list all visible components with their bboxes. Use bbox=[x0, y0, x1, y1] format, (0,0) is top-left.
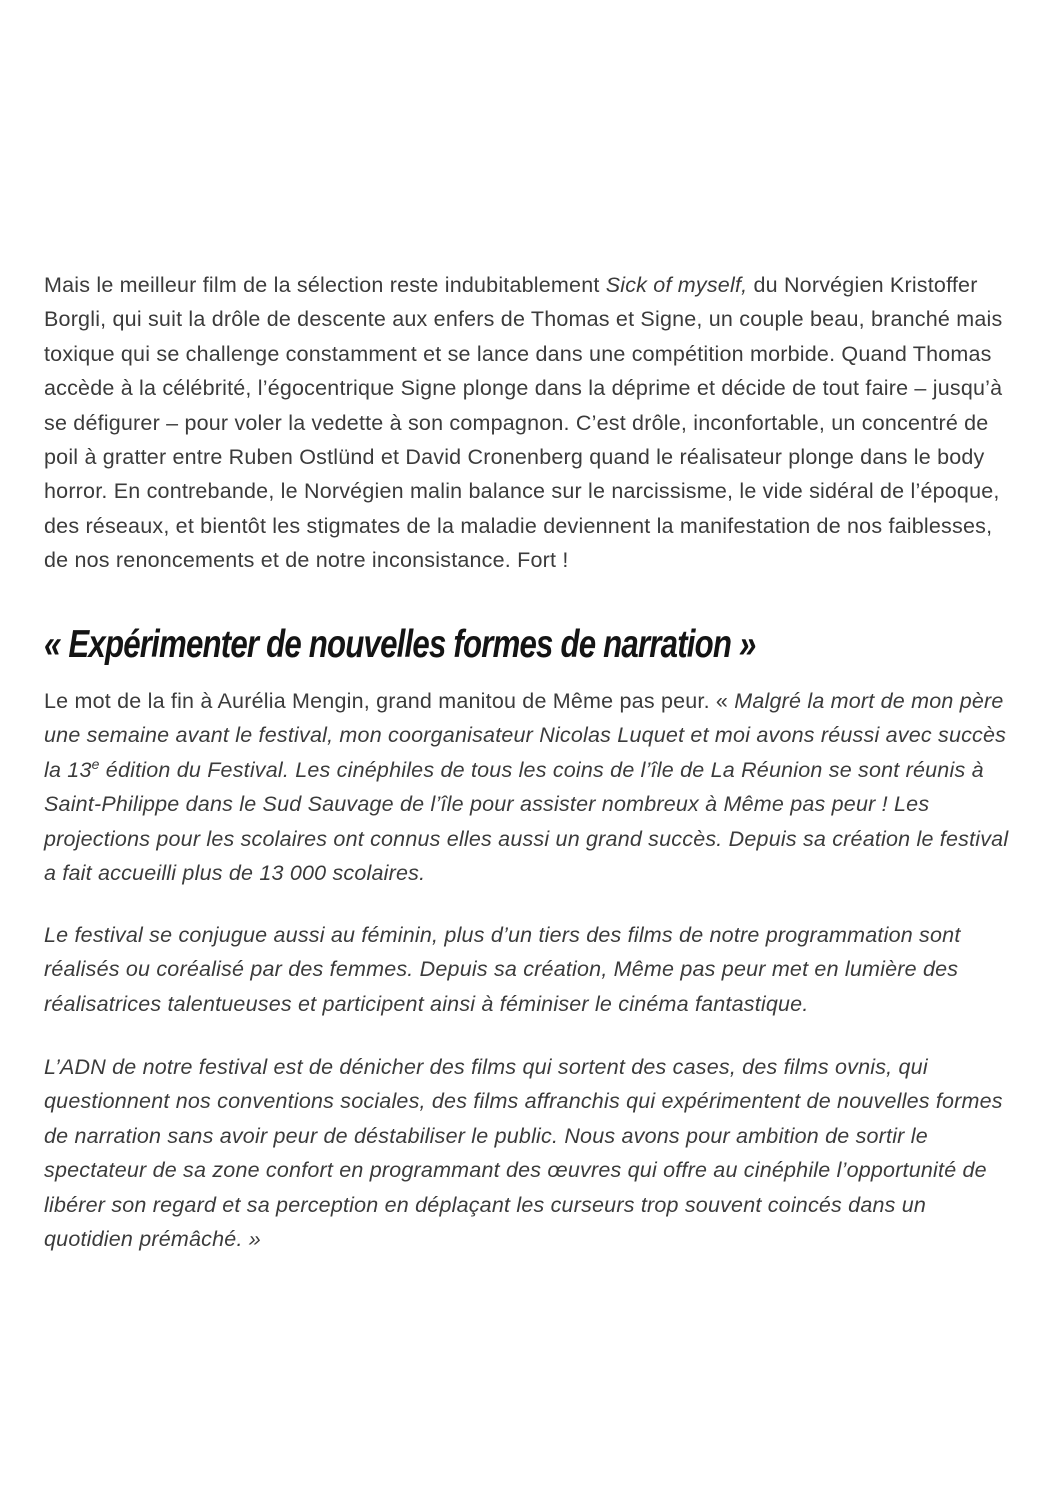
film-title-italic: Sick of myself, bbox=[605, 273, 748, 297]
section-heading-text: « Expérimenter de nouvelles formes de narration » bbox=[44, 623, 756, 666]
paragraph-festival-feminin: Le festival se conjugue aussi au féminin, plus d’un tiers des films de notre programmation sont réalisés ou coréalisé par des femmes. Depuis sa création, Même pas peur met en lumière des réalisatrices talentueuses et participent ainsi à féminiser le cinéma fantastique. bbox=[44, 923, 961, 1016]
section-heading bbox=[44, 622, 934, 668]
paragraph-mot-de-la-fin bbox=[44, 684, 1016, 890]
paragraph2-quote-part2: édition du Festival. Les cinéphiles de tous les coins de l’île de La Réunion se sont réunis à Saint-Philippe dans le Sud Sauvage de l’île pour assister nombreux à Même pas peur ! Les projections pour les scolaires ont connus elles aussi un grand succès. Depuis sa création le festival a fait accueilli plus de 13 000 scolaires. bbox=[44, 757, 1009, 886]
paragraph1-text-before: Mais le meilleur film de la sélection reste indubitablement bbox=[44, 273, 606, 297]
ordinal-superscript: e bbox=[91, 755, 100, 772]
paragraph-sick-of-myself bbox=[44, 268, 1016, 578]
paragraph-adn-festival: L’ADN de notre festival est de dénicher des films qui sortent des cases, des films ovnis, qui questionnent nos conventions sociales, des films affranchis qui expérimentent de nouvelles formes de narration sans avoir peur de déstabiliser le public. Nous avons pour ambition de sortir le spectateur de sa zone confort en programmant des œuvres qui offre au cinéphile l’opportunité de libérer son regard et sa perception en déplaçant les curseurs trop souvent coincés dans un quotidien prémâché. » bbox=[44, 1055, 1003, 1252]
paragraph1-text-after: du Norvégien Kristoffer Borgli, qui suit la drôle de descente aux enfers de Thomas et Signe, un couple beau, branché mais toxique qui se challenge constamment et se lance dans une compétition morbide. Quand Thomas accède à la célébrité, l’égocentrique Signe plonge dans la déprime et décide de tout faire – jusqu’à se défigurer – pour voler la vedette à son compagnon. C’est drôle, inconfortable, un concentré de poil à gratter entre Ruben Ostlünd et David Cronenberg quand le réalisateur plonge dans le body horror. En contrebande, le Norvégien malin balance sur le narcissisme, le vide sidéral de l’époque, des réseaux, et bientôt les stigmates de la maladie deviennent la manifestation de nos faiblesses, de nos renoncements et de notre inconsistance. Fort ! bbox=[44, 273, 1003, 573]
paragraph2-quote-part1: Malgré la mort de mon père une semaine avant le festival, mon coorganisateur Nicolas Luquet et moi avons réussi avec succès la 13 bbox=[44, 689, 1007, 782]
paragraph2-intro: Le mot de la fin à Aurélia Mengin, grand manitou de Même pas peur. « bbox=[44, 689, 735, 713]
